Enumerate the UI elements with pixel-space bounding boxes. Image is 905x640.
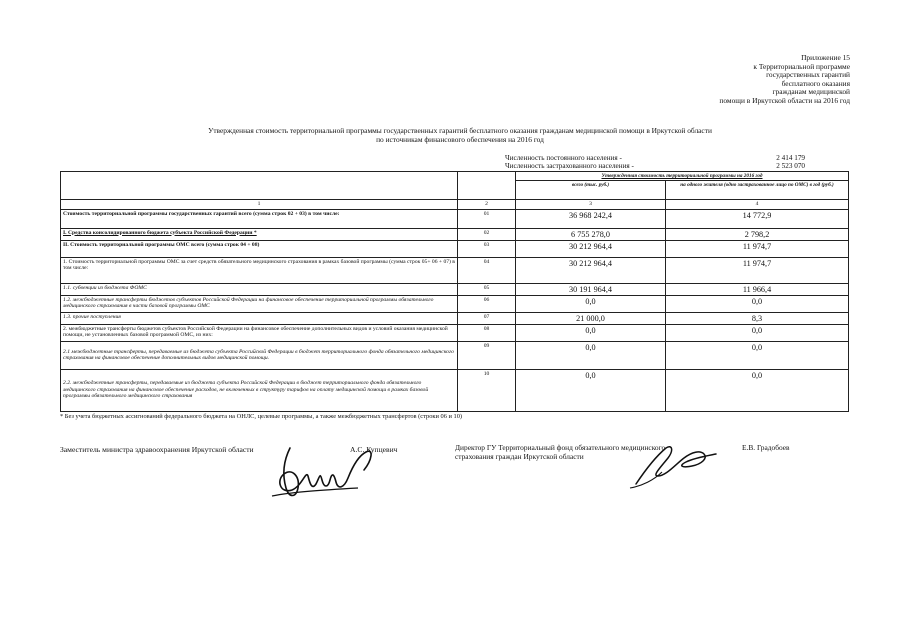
header-total: всего (тыс. руб.) xyxy=(516,181,666,200)
left-handwritten-signature xyxy=(262,440,402,502)
population-block xyxy=(505,154,805,170)
row-code: 02 xyxy=(458,228,516,240)
table-row xyxy=(61,283,849,295)
row-label: 1.3. прочие поступления xyxy=(61,312,458,324)
row-code: 08 xyxy=(458,324,516,341)
appendix-line: Приложение 15 xyxy=(801,53,850,62)
row-total: 0,0 xyxy=(516,341,666,369)
col-number: 1 xyxy=(61,200,458,210)
table-header-row xyxy=(61,172,849,181)
row-code: 04 xyxy=(458,257,516,283)
header-per-capita: на одного жителя (одно застрахованное лицо по ОМС) в год (руб.) xyxy=(666,181,849,200)
table-row xyxy=(61,257,849,283)
row-label: 2.1 межбюджетные трансферты, передаваемые из бюджета субъекта Российской Федерации в бюджет территориального фонда обязательного медицинского страхования на финансовое обеспечение дополнительных видов медицинской помощи. xyxy=(61,341,458,369)
row-label: II. Стоимость территориальной программы ОМС всего (сумма строк 04 + 08) xyxy=(61,240,458,257)
header-group: Утвержденная стоимость территориальной программы на 2016 год xyxy=(516,172,849,181)
row-label: I. Средства консолидированного бюджета субъекта Российской Федерации * xyxy=(61,228,458,240)
row-per-capita: 0,0 xyxy=(666,341,849,369)
row-code: 06 xyxy=(458,295,516,312)
table-row xyxy=(61,324,849,341)
row-total: 30 191 964,4 xyxy=(516,283,666,295)
appendix-header xyxy=(650,54,850,106)
permanent-population-value: 2 414 179 xyxy=(776,154,805,162)
row-per-capita: 11 974,7 xyxy=(666,240,849,257)
col-number: 3 xyxy=(516,200,666,210)
right-handwritten-signature xyxy=(622,436,722,492)
appendix-line: к Территориальной программе xyxy=(753,61,850,71)
appendix-line: гражданам медицинской xyxy=(772,87,850,97)
row-total: 36 968 242,4 xyxy=(516,209,666,228)
row-label: Стоимость территориальной программы государственных гарантий всего (сумма строк 02 + 03) в том числе: xyxy=(61,209,458,228)
row-total: 21 000,0 xyxy=(516,312,666,324)
title-line-2: по источникам финансового обеспечения на 2016 год xyxy=(376,134,544,144)
row-per-capita: 14 772,9 xyxy=(666,209,849,228)
appendix-line: бесплатного оказания xyxy=(781,78,850,88)
row-label: 2. межбюджетные трансферты бюджетов субъектов Российской Федерации на финансовое обеспечение дополнительных видов и условий оказания медицинской помощи, не установленных базовой программой ОМС, из них: xyxy=(61,324,458,341)
appendix-line: государственных гарантий xyxy=(766,70,850,80)
row-per-capita: 0,0 xyxy=(666,295,849,312)
left-signatory-name: А.С. Купцевич xyxy=(350,445,398,454)
row-total: 0,0 xyxy=(516,295,666,312)
table-row xyxy=(61,312,849,324)
row-total: 30 212 964,4 xyxy=(516,257,666,283)
row-code: 10 xyxy=(458,369,516,411)
row-code: 03 xyxy=(458,240,516,257)
appendix-line: помощи в Иркутской области на 2016 год xyxy=(719,95,850,105)
row-total: 0,0 xyxy=(516,324,666,341)
table-row xyxy=(61,341,849,369)
title-line-1: Утвержденная стоимость территориальной программы государственных гарантий бесплатного оказания гражданам медицинской помощи в Иркутской области xyxy=(208,126,712,135)
row-code: 09 xyxy=(458,341,516,369)
left-signatory-position: Заместитель министра здравоохранения Иркутской области xyxy=(60,445,254,454)
row-total: 30 212 964,4 xyxy=(516,240,666,257)
row-total: 6 755 278,0 xyxy=(516,228,666,240)
insured-population-label: Численность застрахованного населения - xyxy=(505,162,634,171)
table-row xyxy=(61,240,849,257)
permanent-population-label: Численность постоянного населения - xyxy=(505,154,622,162)
row-per-capita: 11 974,7 xyxy=(666,257,849,283)
column-numbers-row xyxy=(61,200,849,210)
document-title xyxy=(150,127,770,144)
col-number: 4 xyxy=(666,200,849,210)
right-signatory-position: Директор ГУ Территориальный фонд обязательного медицинского страхования граждан Иркутской области xyxy=(455,443,666,461)
table-row xyxy=(61,228,849,240)
cost-table xyxy=(60,171,849,412)
row-per-capita: 11 966,4 xyxy=(666,283,849,295)
insured-population-value: 2 523 070 xyxy=(776,162,805,171)
table-row xyxy=(61,295,849,312)
row-code: 07 xyxy=(458,312,516,324)
row-label: 1. Стоимость территориальной программы ОМС за счет средств обязательного медицинского страхования в рамках базовой программы (сумма строк 05+ 06 + 07) в том числе: xyxy=(61,257,458,283)
row-per-capita: 2 798,2 xyxy=(666,228,849,240)
col-number: 2 xyxy=(458,200,516,210)
footnote: * Без учета бюджетных ассигнований федерального бюджета на ОНЛС, целевые программы, а также межбюджетных трансфертов (строки 06 и 10) xyxy=(60,413,463,420)
row-per-capita: 0,0 xyxy=(666,369,849,411)
row-per-capita: 0,0 xyxy=(666,324,849,341)
table-row xyxy=(61,209,849,228)
row-per-capita: 8,3 xyxy=(666,312,849,324)
row-code: 05 xyxy=(458,283,516,295)
row-label: 1.1. субвенции из бюджета ФОМС xyxy=(61,283,458,295)
row-code: 01 xyxy=(458,209,516,228)
table-row xyxy=(61,369,849,411)
right-signatory-name: Е.В. Градобоев xyxy=(742,443,790,452)
row-total: 0,0 xyxy=(516,369,666,411)
row-label: 1.2. межбюджетные трансферты бюджетов субъектов Российской Федерации на финансовое обеспечение территориальной программы обязательного медицинского страхования в части базовой программы ОМС xyxy=(61,295,458,312)
row-label: 2.2. межбюджетные трансферты, передаваемые из бюджета субъекта Российской Федерации в бюджет территориального фонда обязательного медицинского страхования на финансовое обеспечение расходов, не включенных в структуру тарифов на оплату медицинской помощи в рамках базовой программы обязательного медицинского страхования xyxy=(61,369,458,411)
